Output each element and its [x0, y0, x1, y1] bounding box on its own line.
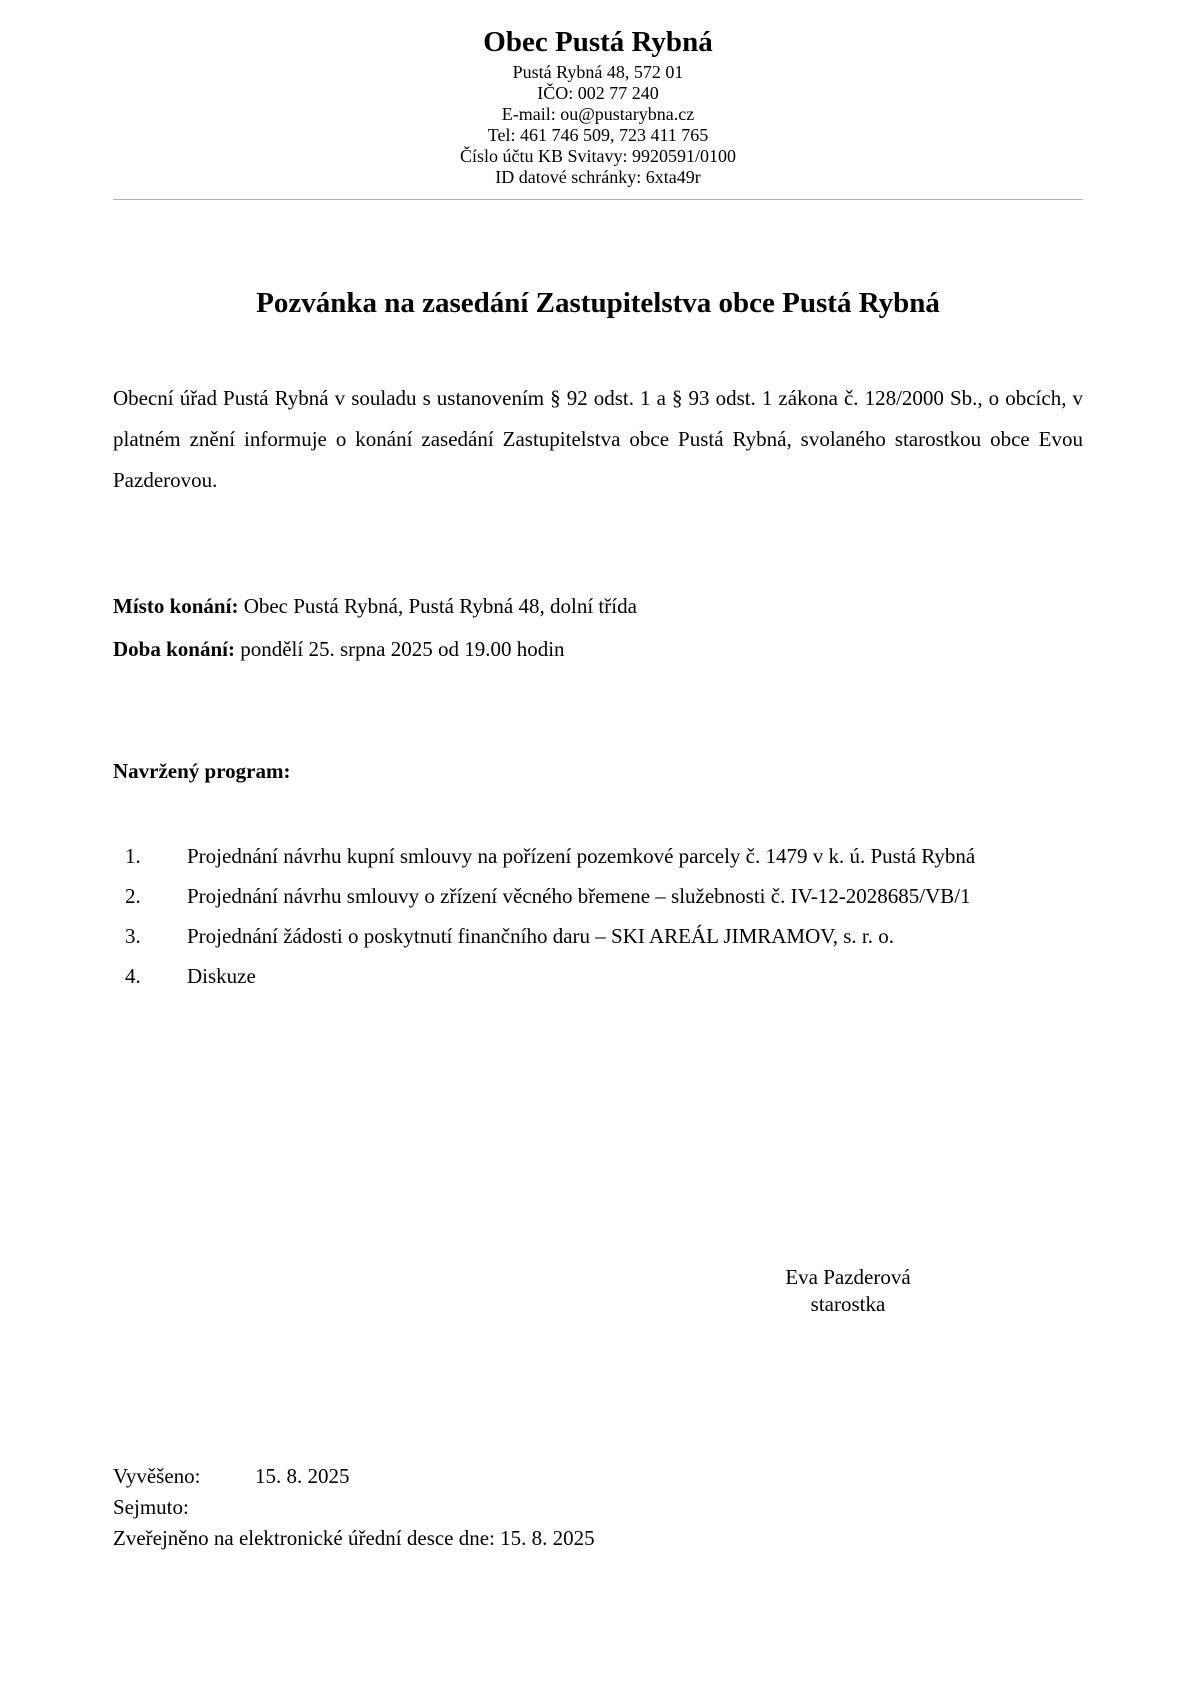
- meeting-time: [113, 628, 1083, 671]
- meeting-time-value: pondělí 25. srpna 2025 od 19.00 hodin: [234, 637, 565, 661]
- meeting-place-value: Obec Pustá Rybná, Pustá Rybná 48, dolní třída: [238, 594, 637, 618]
- municipality-email: E-mail: ou@pustarybna.cz: [501, 104, 695, 124]
- municipality-phone: Tel: 461 746 509, 723 411 765: [487, 125, 709, 145]
- meeting-place: [113, 585, 1083, 628]
- letterhead: [113, 22, 1083, 188]
- program-list: [113, 836, 1083, 996]
- program-heading: Navržený program:: [113, 759, 291, 783]
- posted-row: [113, 1461, 595, 1492]
- program-item-text: Projednání žádosti o poskytnutí finančního daru – SKI AREÁL JIMRAMOV, s. r. o.: [187, 924, 894, 948]
- program-item: [113, 916, 1083, 956]
- program-item-text: Projednání návrhu kupní smlouvy na pořízení pozemkové parcely č. 1479 v k. ú. Pustá Rybná: [187, 844, 976, 868]
- program-item-number: 4.: [125, 964, 141, 988]
- program-item: [113, 836, 1083, 876]
- signature-block: [738, 1264, 958, 1318]
- program-item: [113, 956, 1083, 996]
- municipality-name: Obec Pustá Rybná: [483, 26, 713, 58]
- program-item-number: 2.: [125, 884, 141, 908]
- meeting-time-label: Doba konání:: [113, 637, 235, 661]
- program-item-number: 1.: [125, 844, 141, 868]
- meeting-details: [113, 585, 1083, 671]
- published-electronically: Zveřejněno na elektronické úřední desce dne: 15. 8. 2025: [113, 1526, 595, 1550]
- program-item-text: Diskuze: [187, 964, 256, 988]
- municipality-bank-account: Číslo účtu KB Svitavy: 9920591/0100: [459, 146, 736, 166]
- signatory-role: starostka: [810, 1292, 886, 1316]
- municipality-address: Pustá Rybná 48, 572 01: [512, 62, 684, 82]
- posting-info: [113, 1461, 595, 1554]
- municipality-ico: IČO: 002 77 240: [537, 83, 659, 103]
- program-item: [113, 876, 1083, 916]
- letterhead-divider: [113, 199, 1083, 200]
- posted-label: Vyvěšeno:: [113, 1464, 201, 1488]
- meeting-place-label: Místo konání:: [113, 594, 239, 618]
- document-title: Pozvánka na zasedání Zastupitelstva obce Pustá Rybná: [256, 287, 940, 319]
- intro-paragraph: Obecní úřad Pustá Rybná v souladu s ustanovením § 92 odst. 1 a § 93 odst. 1 zákona č. 128/2000 Sb., o obcích, v platném znění informuje o konání zasedání Zastupitelstva obce Pustá Rybná, svolaného starostkou obce Evou Pazderovou.: [113, 386, 1083, 492]
- posted-date: 15. 8. 2025: [255, 1464, 350, 1488]
- program-item-text: Projednání návrhu smlouvy o zřízení věcného břemene – služebnosti č. IV-12-2028685/VB/1: [187, 884, 971, 908]
- municipality-databox-id: ID datové schránky: 6xta49r: [495, 167, 701, 187]
- removed-row: [113, 1492, 595, 1523]
- program-item-number: 3.: [125, 924, 141, 948]
- signatory-name: Eva Pazderová: [785, 1265, 911, 1289]
- removed-label: Sejmuto:: [113, 1495, 189, 1519]
